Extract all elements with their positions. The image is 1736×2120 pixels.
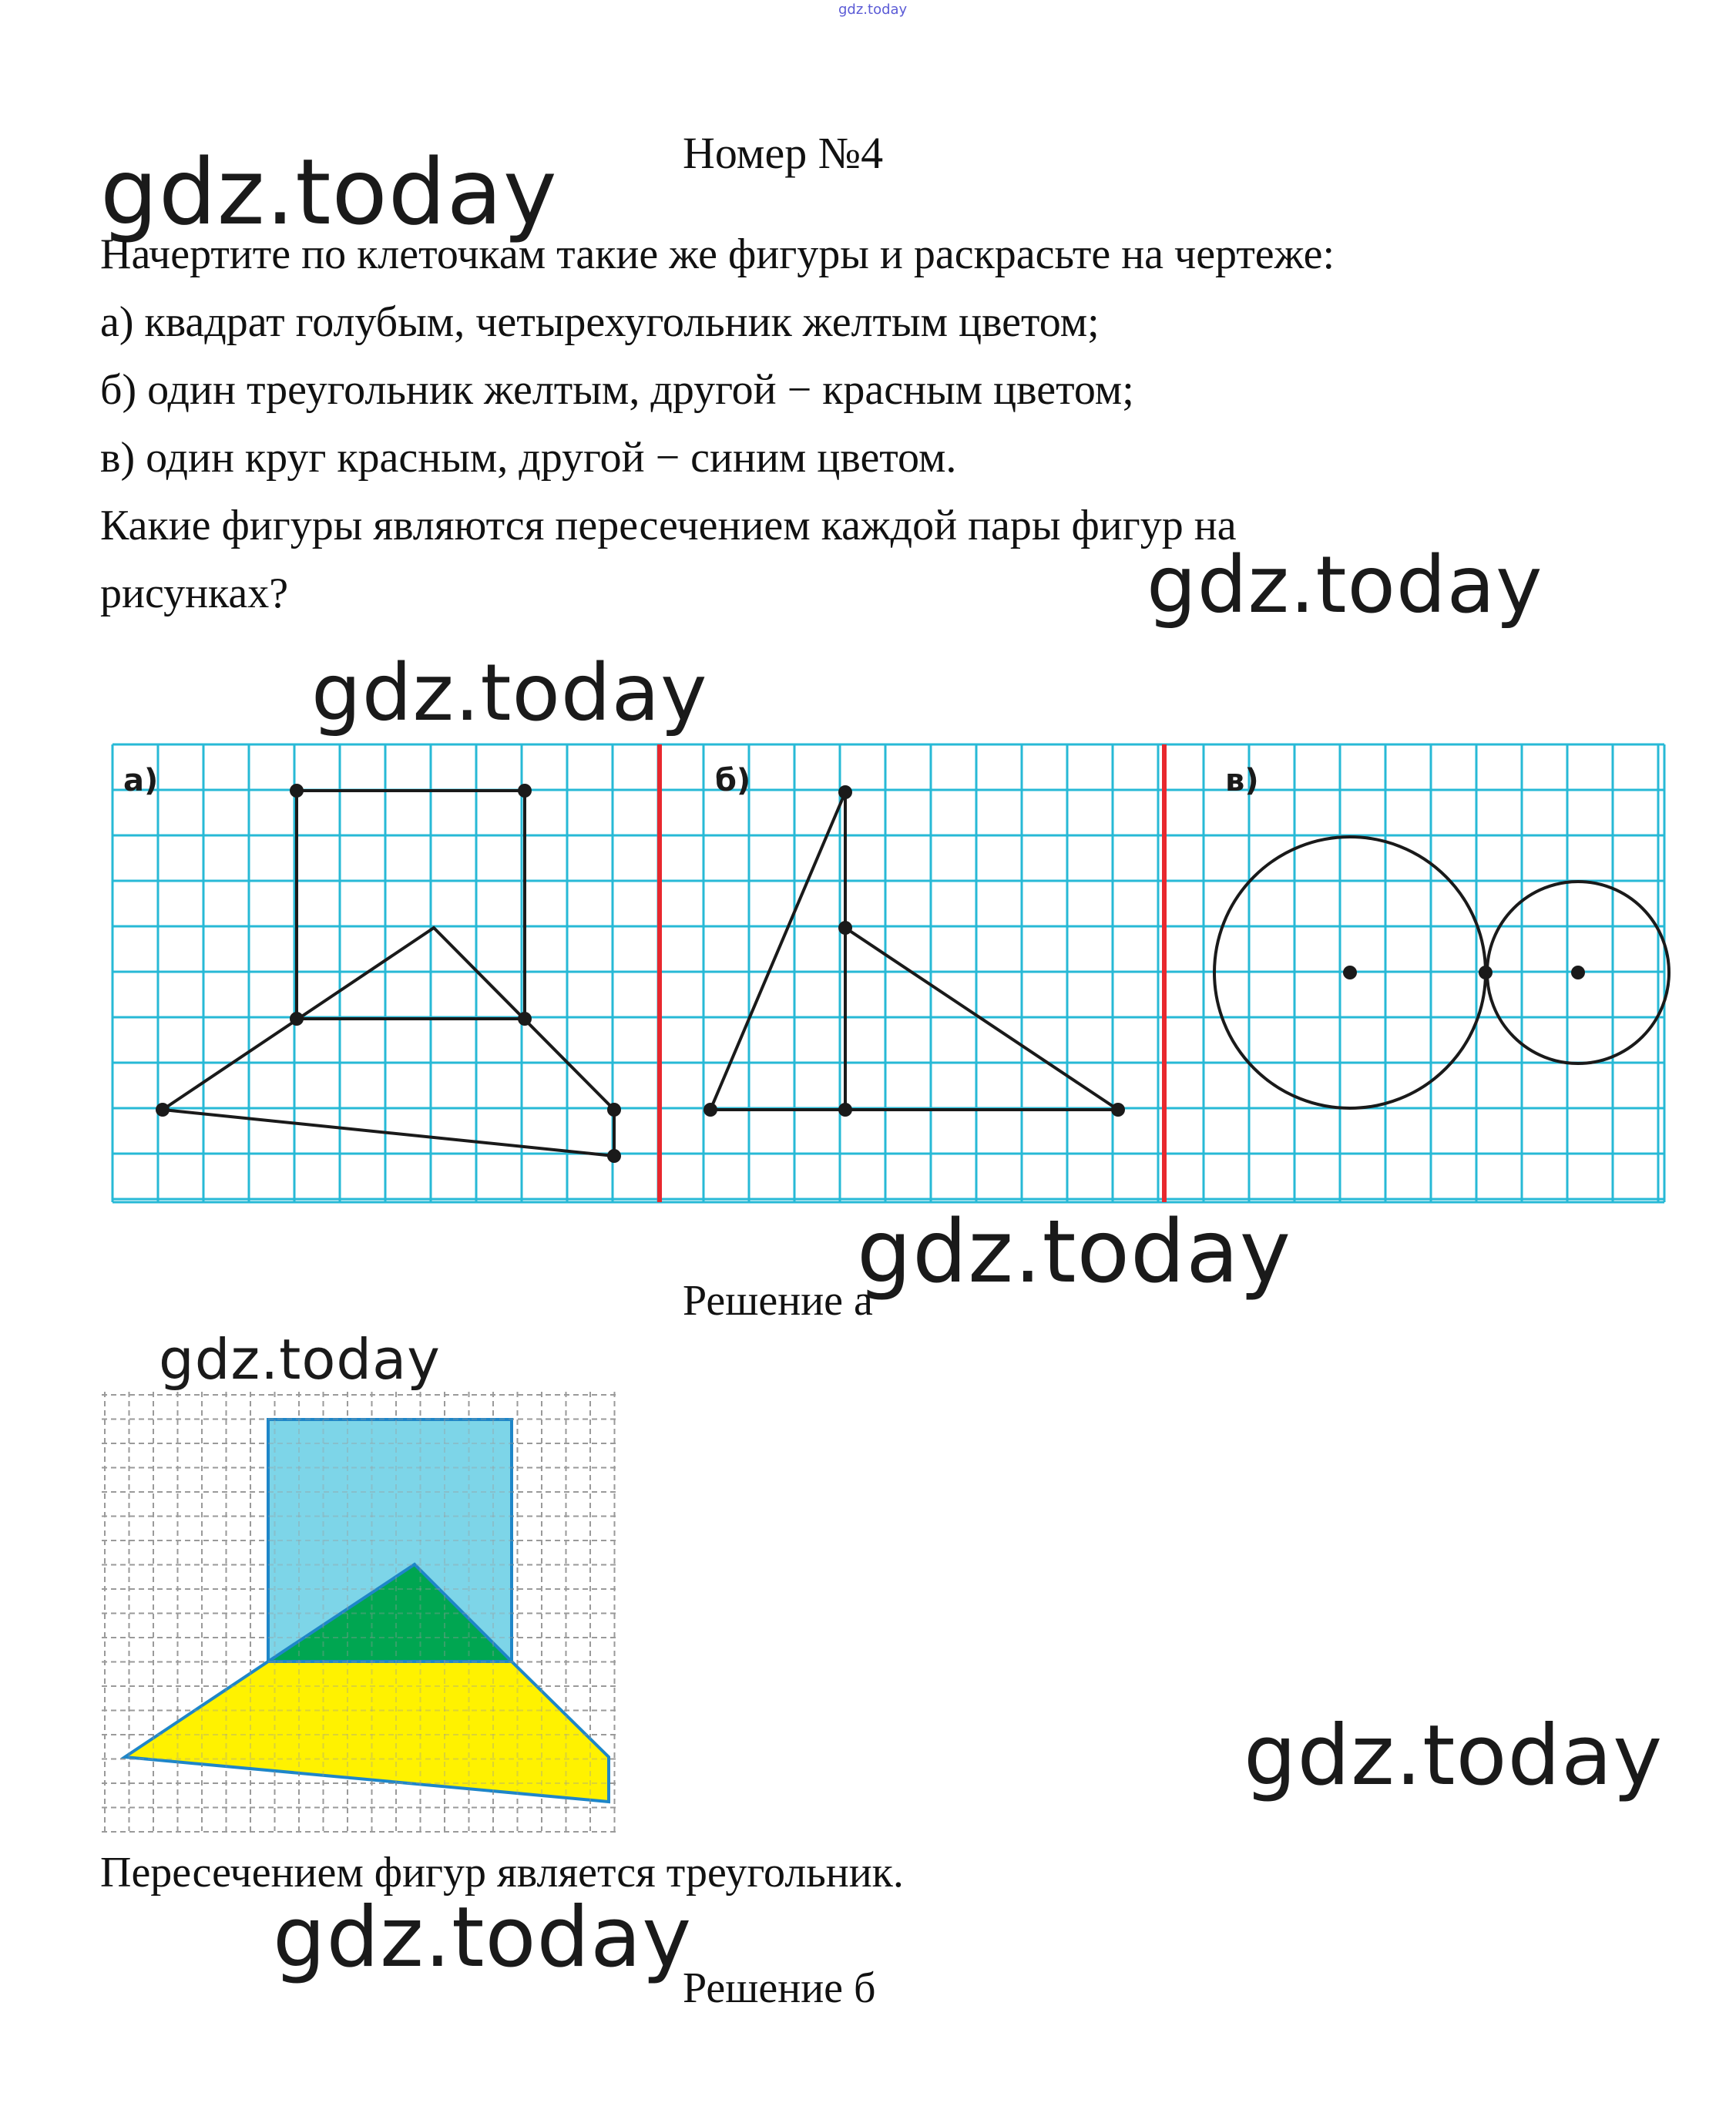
task-line: Какие фигуры являются пересечением каждой пары фигур на [100,502,1237,549]
problem-title: Номер №4 [683,128,884,178]
watermark: gdz.today [100,139,558,245]
watermark: gdz.today [273,1890,693,1986]
task-line: а) квадрат голубым, четырехугольник желтым цветом; [100,298,1100,346]
vertex-point [290,1012,304,1026]
vertex-point [607,1149,621,1163]
vertex-point [290,784,304,798]
header-site-watermark: gdz.today [838,2,908,18]
task-line: б) один треугольник желтым, другой − красным цветом; [100,366,1134,414]
watermark: gdz.today [159,1327,441,1392]
vertex-point [156,1103,170,1117]
panel-label-b: б) [715,763,751,798]
solution-b-heading: Решение б [683,1964,876,2012]
watermark: gdz.today [857,1202,1292,1302]
solution-a-figure [102,1392,626,1839]
vertex-point [518,784,532,798]
watermark: gdz.today [1244,1708,1664,1804]
watermark: gdz.today [311,647,708,739]
tangent-point [1479,966,1493,979]
vertex-point [838,921,852,935]
solution-quadrilateral [125,1661,609,1802]
task-line: рисунках? [100,569,289,617]
circle-center-point [1343,966,1357,979]
watermark: gdz.today [1147,539,1543,631]
exercise-figure [112,744,1664,1207]
vertex-point [1111,1103,1125,1117]
solution-a-conclusion: Пересечением фигур является треугольник. [100,1849,904,1897]
circle-center-point [1571,966,1585,979]
vertex-point [703,1103,717,1117]
task-line: в) один круг красным, другой − синим цветом. [100,434,957,482]
vertex-point [838,1103,852,1117]
panel-label-c: в) [1225,763,1259,798]
vertex-point [518,1012,532,1026]
grid-lines [112,744,1664,1202]
quadrilateral-shape [163,928,614,1156]
task-line: Начертите по клеточкам такие же фигуры и раскрасьте на чертеже: [100,230,1335,278]
panel-label-a: а) [123,763,159,798]
vertex-point [607,1103,621,1117]
vertex-point [838,785,852,799]
solution-a-heading: Решение а [683,1277,873,1325]
